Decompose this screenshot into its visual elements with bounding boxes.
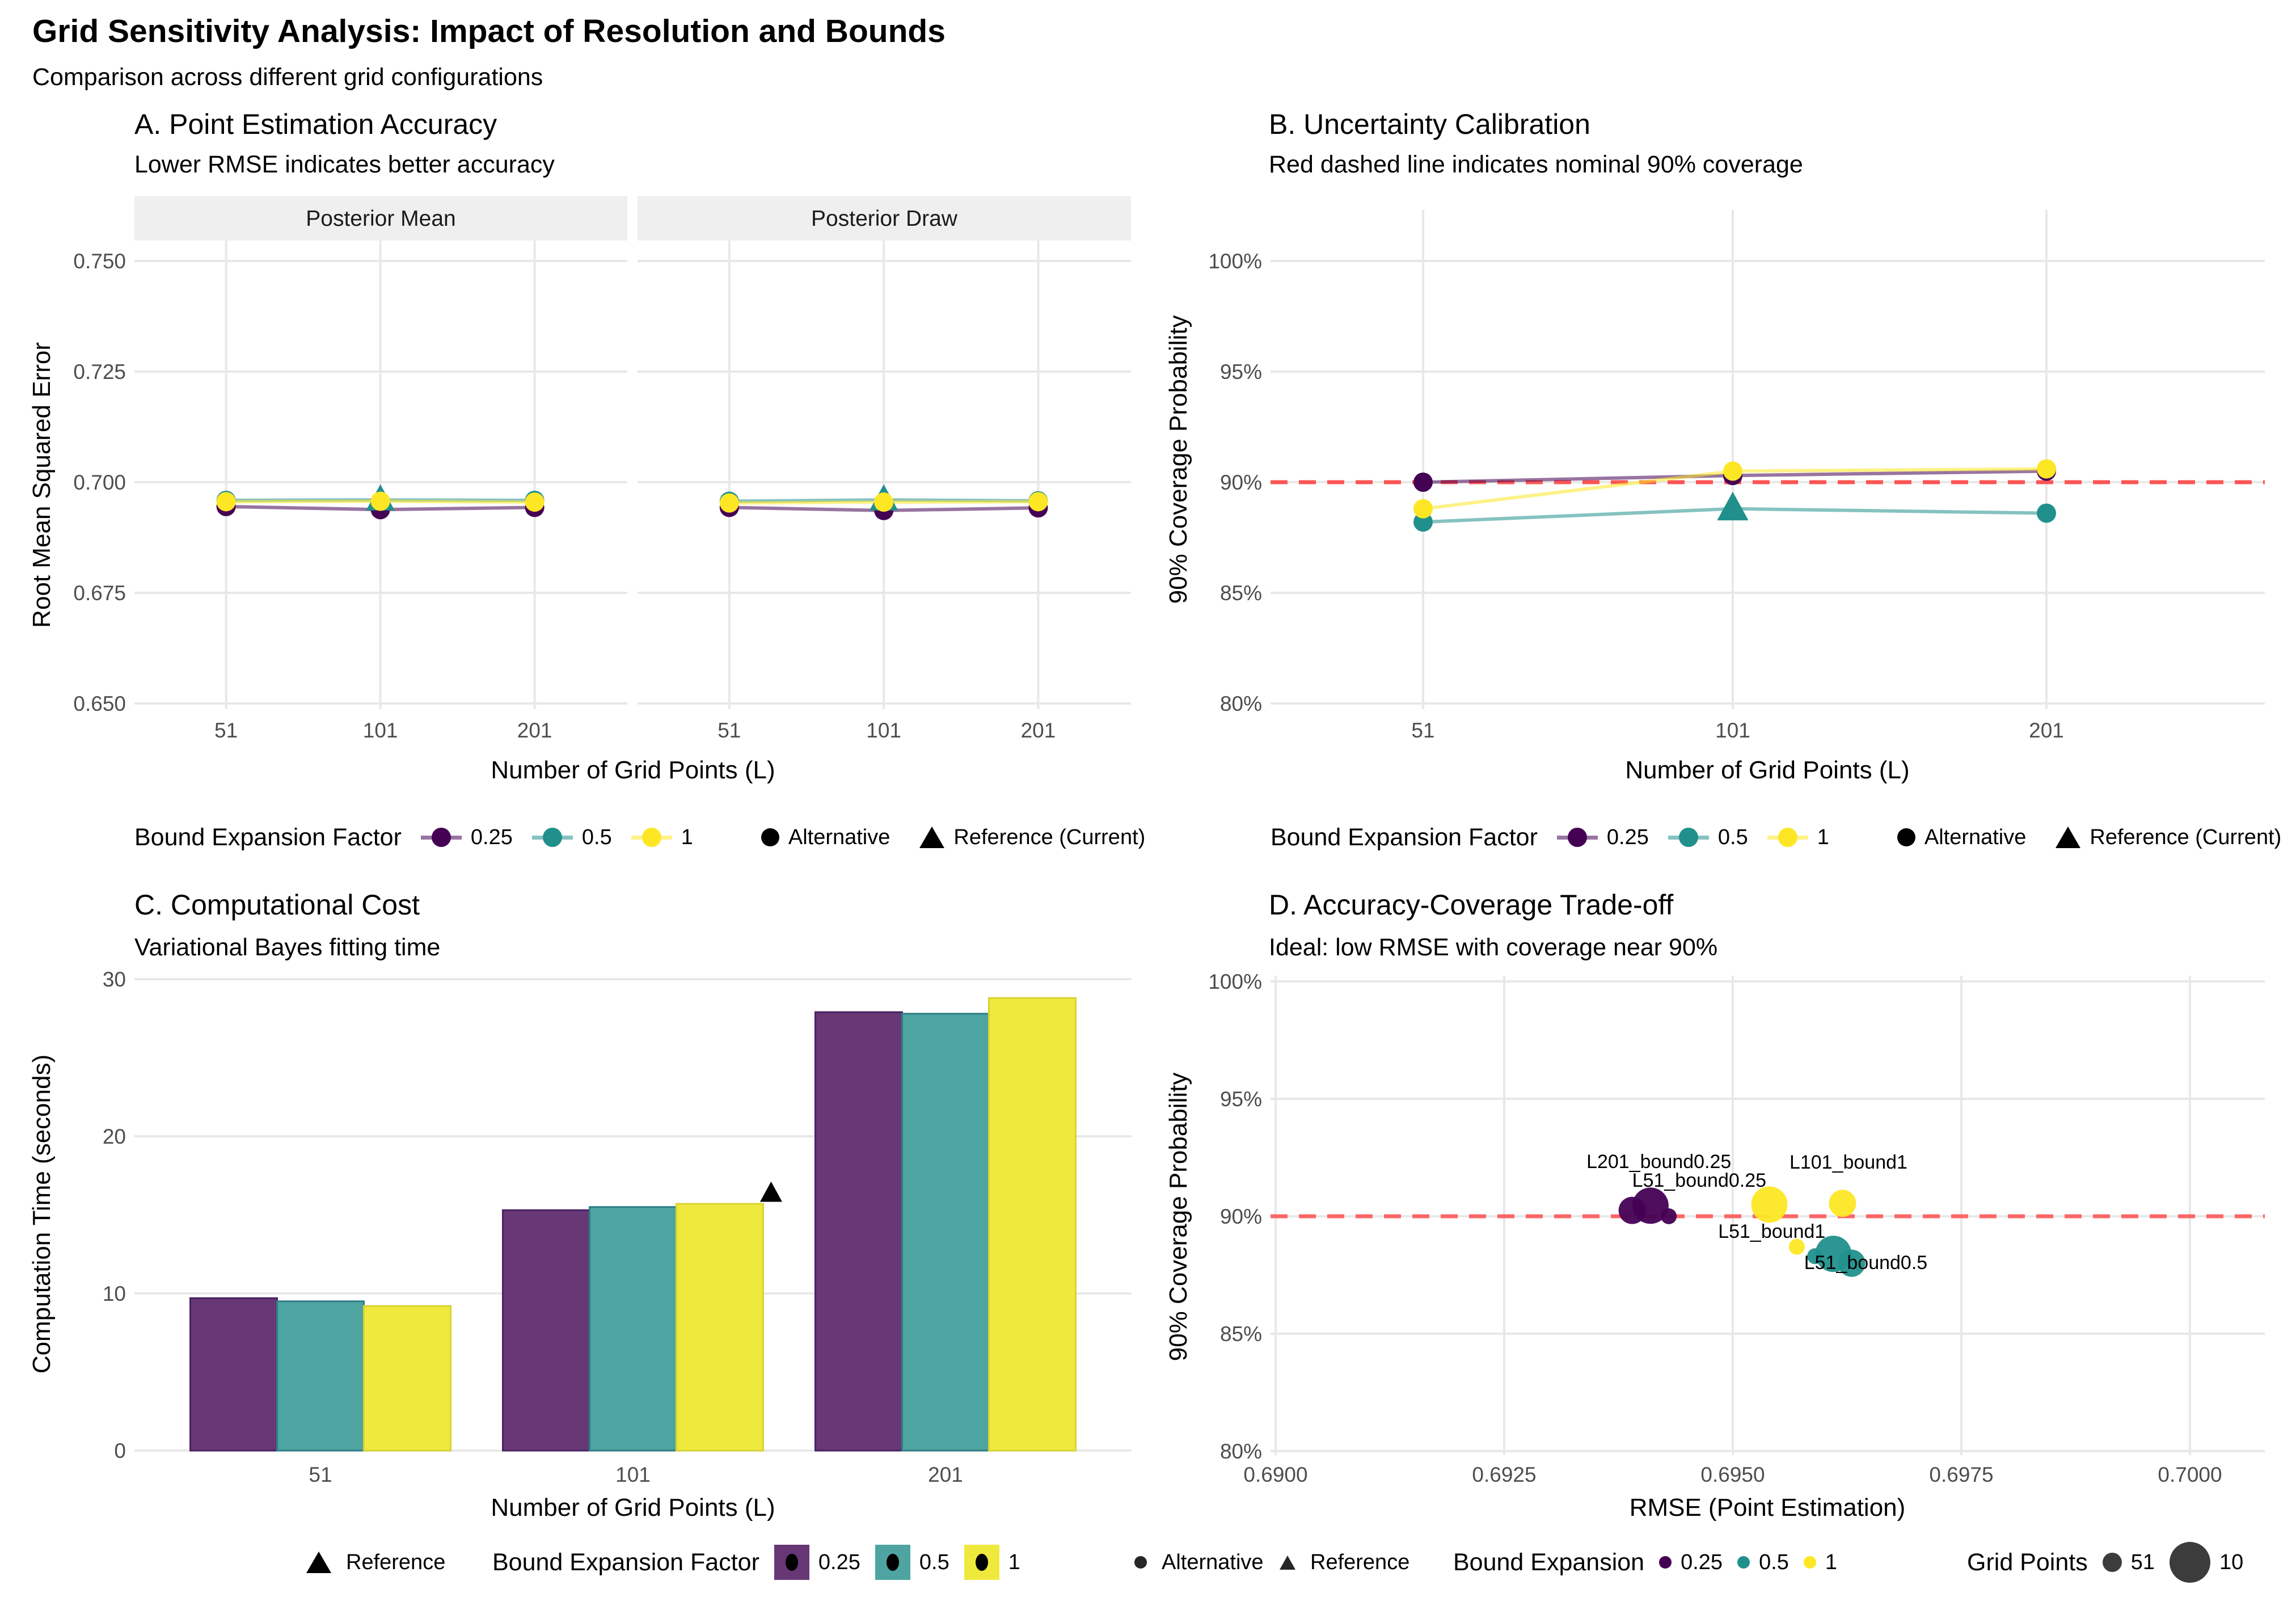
legend-item-0.25 (774, 1545, 860, 1580)
tick-label: 0.725 (73, 360, 126, 383)
tick-label: 101 (362, 719, 398, 742)
legend-size-51 (2103, 1550, 2155, 1575)
tick-label: 100% (1208, 250, 1262, 273)
tick-label: 95% (1219, 360, 1262, 383)
legend-item-0.25 (421, 825, 513, 850)
point-label: L51_bound1 (1718, 1221, 1826, 1243)
tick-label: 51 (717, 719, 741, 742)
tick-label: 51 (214, 719, 238, 742)
legend-title: Bound Expansion Factor (1271, 823, 1538, 851)
legend-item-0.5 (875, 1545, 949, 1580)
legend-title: Bound Expansion Factor (134, 823, 402, 851)
tick-label: 85% (1219, 1322, 1262, 1346)
tick-label: 201 (1020, 719, 1056, 742)
legend-shape-label: Reference (Current) (2090, 825, 2282, 849)
figure-title: Grid Sensitivity Analysis: Impact of Resolution and Bounds (32, 13, 946, 49)
panel-a-subtitle: Lower RMSE indicates better accuracy (134, 151, 555, 178)
legend-shape-label: Alternative (1924, 825, 2027, 849)
size-dot-icon (2103, 1553, 2122, 1572)
triangle-icon (306, 1552, 331, 1573)
square-key-icon (875, 1545, 910, 1580)
data-point (1028, 492, 1048, 511)
legend-item-label: 1 (1817, 825, 1829, 849)
line-point-key-icon (631, 826, 672, 849)
dot-icon (887, 1554, 899, 1571)
bar-101-0.5 (590, 1207, 677, 1451)
legend-item-label: 0.25 (470, 825, 513, 849)
tick-label: 0 (114, 1439, 126, 1462)
tick-label: 100% (1208, 970, 1262, 993)
legend-item-0.5 (1668, 825, 1748, 850)
triangle-icon (2056, 827, 2080, 848)
bar-51-1 (364, 1306, 451, 1451)
tick-label: 0.6975 (1929, 1463, 1994, 1486)
legend-item-0.25 (1557, 825, 1649, 850)
legend-item-1 (1767, 825, 1829, 850)
tick-label: 0.6950 (1700, 1463, 1765, 1486)
legend-item-label: 1 (681, 825, 693, 849)
tick-label: 95% (1219, 1087, 1262, 1111)
tick-label: 90% (1219, 471, 1262, 494)
legend-label: Reference (1310, 1550, 1410, 1574)
dot-icon (1804, 1556, 1816, 1569)
legend-title: Bound Expansion Factor (492, 1548, 759, 1576)
data-point (371, 492, 390, 511)
axis-label-x: Number of Grid Points (L) (1625, 756, 1910, 784)
panel-b-title: B. Uncertainty Calibration (1269, 108, 1590, 140)
panel-a-title: A. Point Estimation Accuracy (134, 108, 497, 140)
axis-label-x: Number of Grid Points (L) (491, 756, 775, 784)
triangle-icon (1280, 1556, 1295, 1570)
circle-icon (1897, 828, 1915, 846)
tick-label: 0.6925 (1472, 1463, 1537, 1486)
legend-item-label: 0.5 (1759, 1550, 1789, 1574)
tick-label: 0.650 (73, 692, 126, 715)
axis-label-y: 90% Coverage Probability (1164, 315, 1192, 604)
tick-label: 0.7000 (2158, 1463, 2222, 1486)
tick-label: 80% (1219, 1440, 1262, 1463)
legend-item-label: 1 (1008, 1550, 1020, 1574)
panel-d-title: D. Accuracy-Coverage Trade-off (1269, 889, 1674, 921)
legend-shape-alternative (761, 825, 890, 850)
line-point-key-icon (1668, 826, 1709, 849)
tick-label: 51 (1411, 719, 1435, 742)
tick-label: 201 (517, 719, 552, 742)
tick-label: 80% (1219, 692, 1262, 715)
legend-d-reference (1280, 1532, 1409, 1593)
legend-size-label: 10 (2219, 1550, 2244, 1574)
panel-bg (1271, 210, 2265, 709)
bar-201-0.25 (816, 1012, 902, 1451)
tick-label: 201 (2029, 719, 2064, 742)
data-point (1413, 473, 1433, 492)
legend-panel-a (134, 809, 1150, 866)
legend-title: Grid Points (1967, 1548, 2088, 1576)
tick-label: 101 (866, 719, 901, 742)
legend-item-label: 0.25 (1606, 825, 1649, 849)
legend-item-0.5 (532, 825, 612, 850)
scatter-point-L201_bound0.25 (1632, 1187, 1669, 1224)
figure-subtitle: Comparison across different grid configurations (32, 64, 543, 91)
key-dot (1679, 828, 1698, 847)
data-point (1413, 499, 1433, 519)
line-point-key-icon (1767, 826, 1808, 849)
legend-d-bound-expansion (1453, 1532, 1837, 1593)
legend-item-1 (964, 1545, 1020, 1580)
legend-shape-label: Reference (Current) (953, 825, 1146, 849)
tick-label: 85% (1219, 581, 1262, 605)
legend-d-alternative (1134, 1532, 1264, 1593)
point-label: L201_bound0.25 (1586, 1151, 1732, 1173)
data-point (525, 492, 545, 512)
tick-label: 30 (102, 968, 126, 991)
line-point-key-icon (1557, 826, 1598, 849)
legend-panel-b (1271, 809, 2286, 866)
legend-shape-label: Alternative (788, 825, 890, 849)
tick-label: 51 (309, 1463, 332, 1486)
axis-label-x: Number of Grid Points (L) (491, 1494, 775, 1521)
point-label: L51_bound0.25 (1632, 1169, 1767, 1191)
legend-shape-alternative (1897, 825, 2027, 850)
panel-c-title: C. Computational Cost (134, 889, 420, 921)
legend-c-bound-expansion (492, 1532, 1020, 1593)
legend-d-grid-points (1967, 1532, 2243, 1593)
legend-label: Alternative (1162, 1550, 1264, 1574)
panel-c-subtitle: Variational Bayes fitting time (134, 934, 441, 961)
tick-label: 0.700 (73, 471, 126, 494)
dot-icon (1737, 1556, 1750, 1569)
axis-label-y: 90% Coverage Probability (1164, 1072, 1192, 1361)
legend-item-1 (631, 825, 693, 850)
line-point-key-icon (421, 826, 462, 849)
key-dot (543, 828, 562, 847)
tick-label: 90% (1219, 1205, 1262, 1228)
point-label: L101_bound1 (1789, 1151, 1907, 1173)
panel-d-subtitle: Ideal: low RMSE with coverage near 90% (1269, 934, 1718, 961)
data-point (2037, 460, 2056, 479)
circle-icon (761, 828, 779, 846)
tick-label: 101 (1715, 719, 1750, 742)
data-point (217, 492, 236, 511)
legend-item-0.25 (1659, 1550, 1723, 1575)
triangle-icon (919, 827, 944, 848)
dot-icon (786, 1554, 798, 1571)
tick-label: 0.750 (73, 250, 126, 273)
key-dot (1778, 828, 1797, 847)
scatter-point-L101_bound1 (1829, 1190, 1856, 1217)
legend-item-label: 0.5 (1717, 825, 1748, 849)
bar-101-0.25 (503, 1210, 590, 1451)
data-point (874, 492, 893, 512)
strip-label: Posterior Mean (306, 206, 456, 231)
strip-label: Posterior Draw (811, 206, 957, 231)
panel-b-subtitle: Red dashed line indicates nominal 90% coverage (1269, 151, 1803, 178)
data-point (2037, 504, 2056, 523)
legend-item-label: 0.25 (1681, 1550, 1723, 1574)
tick-label: 101 (615, 1463, 651, 1486)
square-key-icon (774, 1545, 809, 1580)
legend-item-1 (1804, 1550, 1837, 1575)
axis-label-y: Root Mean Squared Error (28, 342, 56, 628)
legend-item-label: 1 (1825, 1550, 1838, 1574)
square-key-icon (964, 1545, 999, 1580)
dot-icon (1659, 1556, 1672, 1569)
bar-51-0.5 (277, 1301, 364, 1451)
key-dot (432, 828, 451, 847)
line-point-key-icon (532, 826, 573, 849)
tick-label: 0.6900 (1243, 1463, 1308, 1486)
bar-101-1 (677, 1204, 763, 1451)
key-dot (642, 828, 661, 847)
axis-label-x: RMSE (Point Estimation) (1629, 1494, 1906, 1521)
legend-item-label: 0.25 (818, 1550, 860, 1574)
legend-item-label: 0.5 (581, 825, 612, 849)
legend-shape-reference (2056, 825, 2281, 850)
legend-item-label: 0.5 (919, 1550, 949, 1574)
circle-icon (1134, 1556, 1147, 1569)
key-dot (1568, 828, 1587, 847)
legend-size-10 (2170, 1542, 2243, 1583)
bar-201-1 (989, 998, 1076, 1451)
data-point (720, 494, 739, 513)
legend-size-label: 51 (2130, 1550, 2155, 1574)
legend-item-0.5 (1737, 1550, 1789, 1575)
bar-51-0.25 (191, 1298, 277, 1451)
data-point (1723, 462, 1742, 481)
tick-label: 0.675 (73, 581, 126, 605)
legend-title: Bound Expansion (1453, 1548, 1645, 1576)
point-label: L51_bound0.5 (1804, 1252, 1928, 1274)
legend-shape-reference (919, 825, 1145, 850)
tick-label: 201 (928, 1463, 963, 1486)
scatter-point-L201_bound1 (1751, 1186, 1787, 1223)
tick-label: 10 (102, 1282, 126, 1305)
bar-201-0.5 (902, 1014, 989, 1451)
tick-label: 20 (102, 1125, 126, 1148)
axis-label-y: Computation Time (seconds) (28, 1054, 56, 1374)
size-dot-icon (2170, 1542, 2210, 1583)
dot-icon (976, 1554, 988, 1571)
legend-label: Reference (346, 1550, 446, 1574)
legend-c-reference (306, 1532, 445, 1593)
